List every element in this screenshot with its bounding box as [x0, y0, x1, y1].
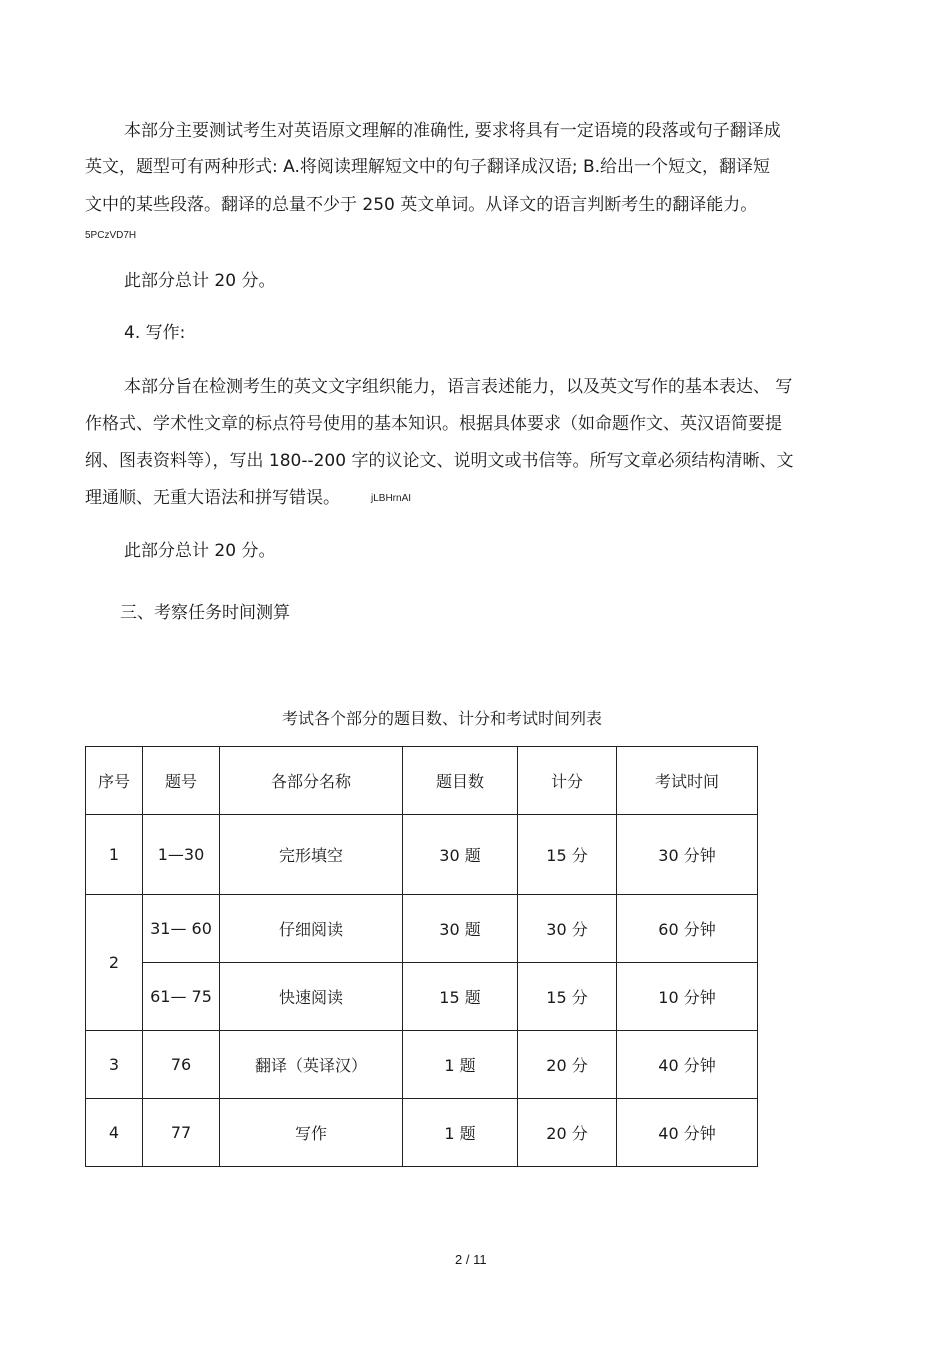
cell-count: 1 题: [403, 1099, 518, 1167]
writing-code: jLBHrnAI: [371, 493, 412, 504]
cell-range: 61— 75: [143, 963, 220, 1031]
cell-name: 快速阅读: [220, 963, 403, 1031]
cell-score: 30 分: [518, 895, 617, 963]
translation-paragraph-line-2: 英文，题型可有两种形式: A.将阅读理解短文中的句子翻译成汉语; B.给出一个短文，翻译短: [85, 157, 771, 177]
cell-score: 20 分: [518, 1099, 617, 1167]
cell-count: 30 题: [403, 815, 518, 895]
cell-score: 15 分: [518, 815, 617, 895]
translation-paragraph-line-3: 文中的某些段落。翻译的总量不少于 250 英文单词。从译文的语言判断考生的翻译能力。: [85, 195, 758, 215]
cell-range: 76: [143, 1031, 220, 1099]
writing-paragraph-line-3: 纲、图表资料等），写出 180--200 字的议论文、说明文或书信等。所写文章必须结构清晰、文: [85, 451, 794, 471]
header-range: 题号: [143, 747, 220, 815]
page-number: 2 / 11: [455, 1252, 487, 1267]
cell-range: 77: [143, 1099, 220, 1167]
writing-heading: 4. 写作:: [124, 323, 186, 343]
cell-time: 40 分钟: [617, 1031, 758, 1099]
cell-count: 15 题: [403, 963, 518, 1031]
cell-range: 31— 60: [143, 895, 220, 963]
cell-name: 翻译（英译汉）: [220, 1031, 403, 1099]
writing-score: 此部分总计 20 分。: [124, 541, 276, 561]
cell-time: 60 分钟: [617, 895, 758, 963]
cell-name: 写作: [220, 1099, 403, 1167]
part3-heading: 三、考察任务时间测算: [120, 603, 290, 623]
translation-code: 5PCzVD7H: [85, 230, 137, 241]
cell-score: 15 分: [518, 963, 617, 1031]
cell-seq: 1: [86, 815, 143, 895]
cell-range: 1—30: [143, 815, 220, 895]
table-row: [86, 963, 758, 1031]
writing-paragraph-line-2: 作格式、学术性文章的标点符号使用的基本知识。根据具体要求（如命题作文、英汉语简要提: [85, 414, 782, 434]
cell-name: 完形填空: [220, 815, 403, 895]
table-caption: 考试各个部分的题目数、计分和考试时间列表: [282, 709, 603, 728]
table-row: [86, 815, 758, 895]
table-row: [86, 1031, 758, 1099]
cell-time: 30 分钟: [617, 815, 758, 895]
header-count: 题目数: [403, 747, 518, 815]
table-header-row: [86, 747, 758, 815]
table-row: [86, 895, 758, 963]
cell-count: 30 题: [403, 895, 518, 963]
writing-paragraph-line-1: 本部分旨在检测考生的英文文字组织能力，语言表述能力，以及英文写作的基本表达、 写: [124, 377, 793, 397]
translation-score: 此部分总计 20 分。: [124, 271, 276, 291]
table-row: [86, 1099, 758, 1167]
cell-time: 40 分钟: [617, 1099, 758, 1167]
header-seq: 序号: [86, 747, 143, 815]
cell-seq: 2: [86, 895, 143, 1031]
translation-paragraph-line-1: 本部分主要测试考生对英语原文理解的准确性, 要求将具有一定语境的段落或句子翻译成: [124, 121, 781, 141]
cell-seq: 4: [86, 1099, 143, 1167]
cell-seq: 3: [86, 1031, 143, 1099]
header-score: 计分: [518, 747, 617, 815]
cell-count: 1 题: [403, 1031, 518, 1099]
header-name: 各部分名称: [220, 747, 403, 815]
cell-name: 仔细阅读: [220, 895, 403, 963]
header-time: 考试时间: [617, 747, 758, 815]
cell-score: 20 分: [518, 1031, 617, 1099]
writing-paragraph-line-4: 理通顺、无重大语法和拼写错误。: [85, 488, 340, 508]
exam-schedule-table: [85, 746, 758, 1167]
cell-time: 10 分钟: [617, 963, 758, 1031]
